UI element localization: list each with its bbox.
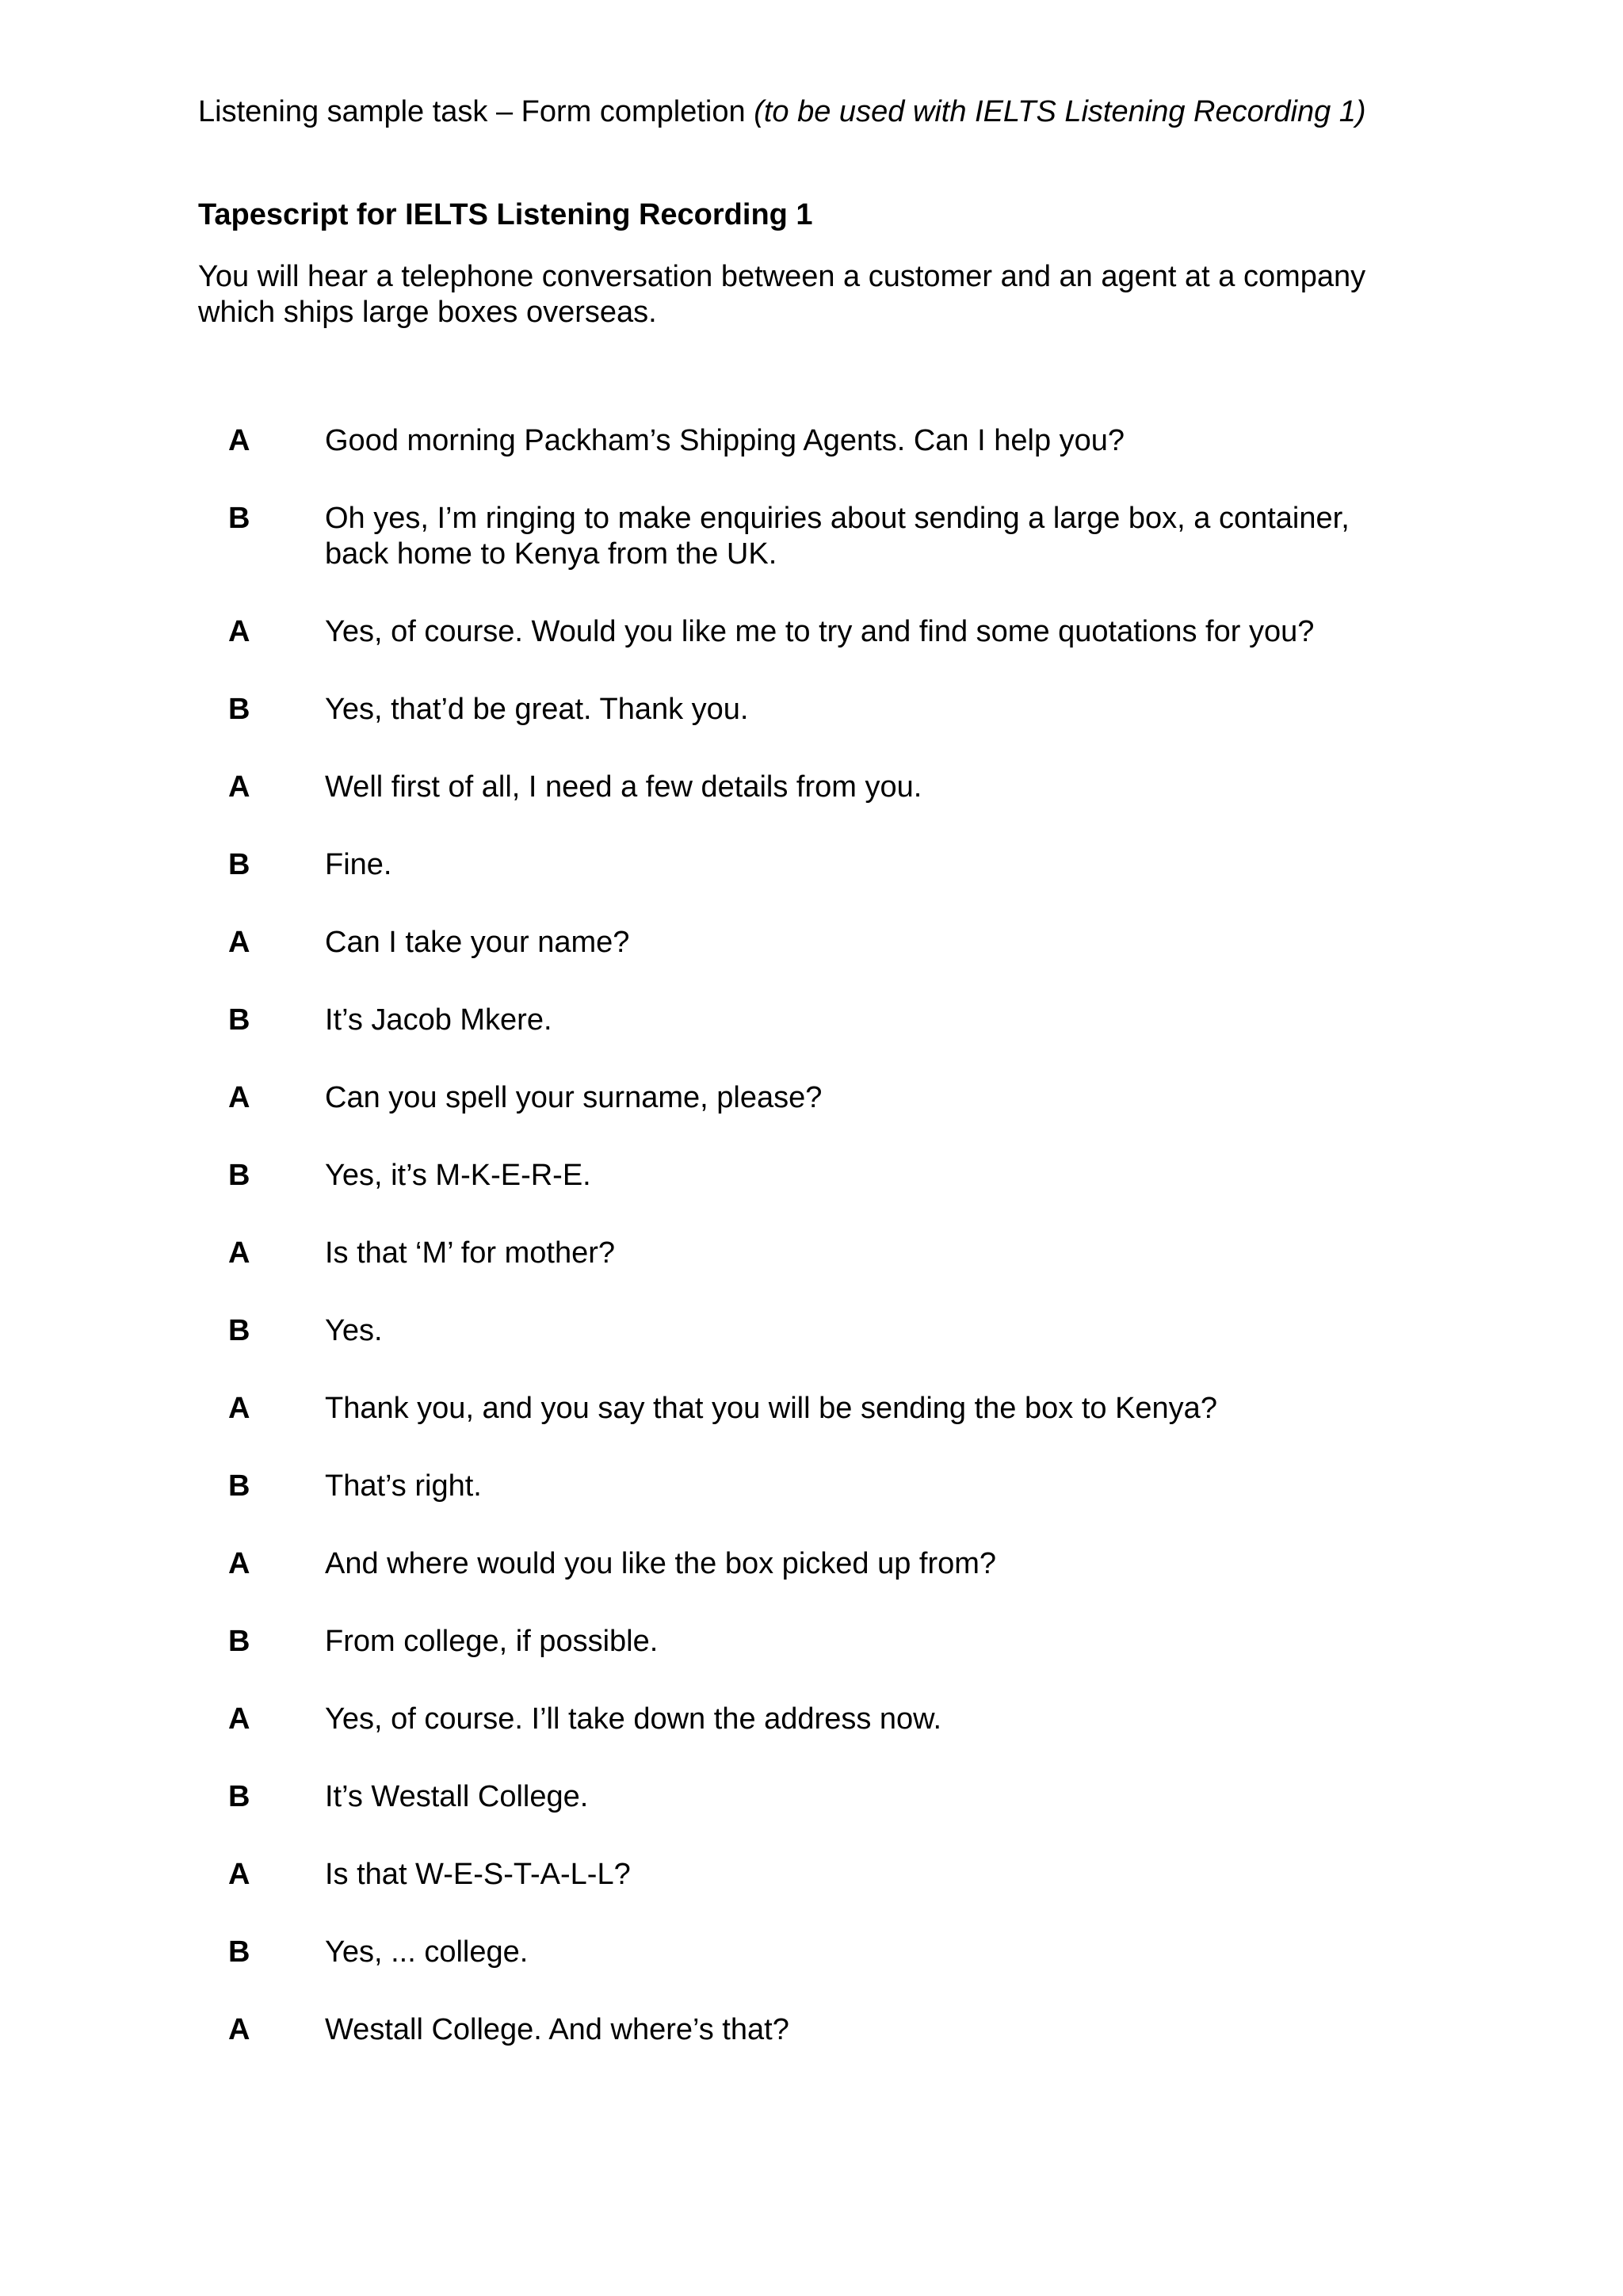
dialogue-text: Oh yes, I’m ringing to make enquiries about sending a large box, a container, back home to Kenya from the UK. [325,502,1350,571]
speaker-label: B [228,1159,250,1192]
dialogue-line [228,1469,1401,1504]
dialogue-text: Well first of all, I need a few details from you. [325,770,922,804]
speaker-label: B [228,1469,250,1503]
intro-paragraph: You will hear a telephone conversation between a customer and an agent at a company which ships large boxes overseas. [198,260,1366,329]
dialogue-line [228,1779,1401,1815]
dialogue-line [228,423,1401,459]
dialogue-line [228,847,1401,883]
dialogue-line [228,925,1401,961]
dialogue-line [228,1546,1401,1582]
dialogue-text: Yes, that’d be great. Thank you. [325,693,749,726]
dialogue-line [228,1236,1401,1271]
speaker-label: A [228,1236,250,1270]
dialogue-text: Good morning Packham’s Shipping Agents. Can I help you? [325,424,1125,457]
dialogue-text: Fine. [325,848,392,881]
dialogue-text: It’s Westall College. [325,1780,589,1813]
dialogue-text: Can I take your name? [325,926,630,959]
speaker-label: A [228,2013,250,2046]
dialogue-text: Can you spell your surname, please? [325,1081,823,1114]
dialogue-line [228,1313,1401,1349]
speaker-label: B [228,848,250,881]
dialogue-line [228,1624,1401,1660]
dialogue-text: And where would you like the box picked up from? [325,1547,997,1580]
dialogue-line [228,692,1401,728]
speaker-label: A [228,1702,250,1736]
speaker-label: A [228,926,250,959]
dialogue-text: That’s right. [325,1469,482,1503]
speaker-label: B [228,1625,250,1658]
speaker-label: B [228,1314,250,1347]
speaker-label: B [228,693,250,726]
speaker-label: A [228,615,250,648]
dialogue-line [228,1857,1401,1893]
header-main-text: Listening sample task – Form completion [198,95,754,128]
dialogue-line [228,1003,1401,1038]
dialogue-text: Is that W-E-S-T-A-L-L? [325,1858,631,1891]
document-title: Tapescript for IELTS Listening Recording 1 [198,198,813,231]
dialogue-transcript [228,423,1401,2090]
speaker-label: B [228,502,250,535]
dialogue-line [228,1391,1401,1427]
dialogue-text: Yes, of course. Would you like me to try and find some quotations for you? [325,615,1315,648]
speaker-label: A [228,1392,250,1425]
dialogue-text: Thank you, and you say that you will be sending the box to Kenya? [325,1392,1217,1425]
dialogue-text: Westall College. And where’s that? [325,2013,789,2046]
dialogue-line [228,770,1401,805]
speaker-label: A [228,1081,250,1114]
dialogue-text: It’s Jacob Mkere. [325,1003,552,1037]
dialogue-text: Yes, of course. I’ll take down the address now. [325,1702,942,1736]
header-italic-note: (to be used with IELTS Listening Recording 1) [754,95,1366,128]
dialogue-text: Yes, it’s M-K-E-R-E. [325,1159,591,1192]
dialogue-line [228,1702,1401,1737]
page-header [198,94,1366,130]
dialogue-line [228,1080,1401,1116]
dialogue-text: From college, if possible. [325,1625,659,1658]
speaker-label: B [228,1935,250,1969]
speaker-label: B [228,1780,250,1813]
speaker-label: A [228,770,250,804]
speaker-label: A [228,424,250,457]
dialogue-text: Yes. [325,1314,383,1347]
dialogue-line [228,1935,1401,1970]
speaker-label: A [228,1547,250,1580]
dialogue-line [228,614,1401,650]
dialogue-text: Yes, ... college. [325,1935,529,1969]
dialogue-text: Is that ‘M’ for mother? [325,1236,616,1270]
dialogue-line [228,2012,1401,2048]
dialogue-line [228,501,1401,572]
dialogue-line [228,1158,1401,1194]
speaker-label: A [228,1858,250,1891]
speaker-label: B [228,1003,250,1037]
